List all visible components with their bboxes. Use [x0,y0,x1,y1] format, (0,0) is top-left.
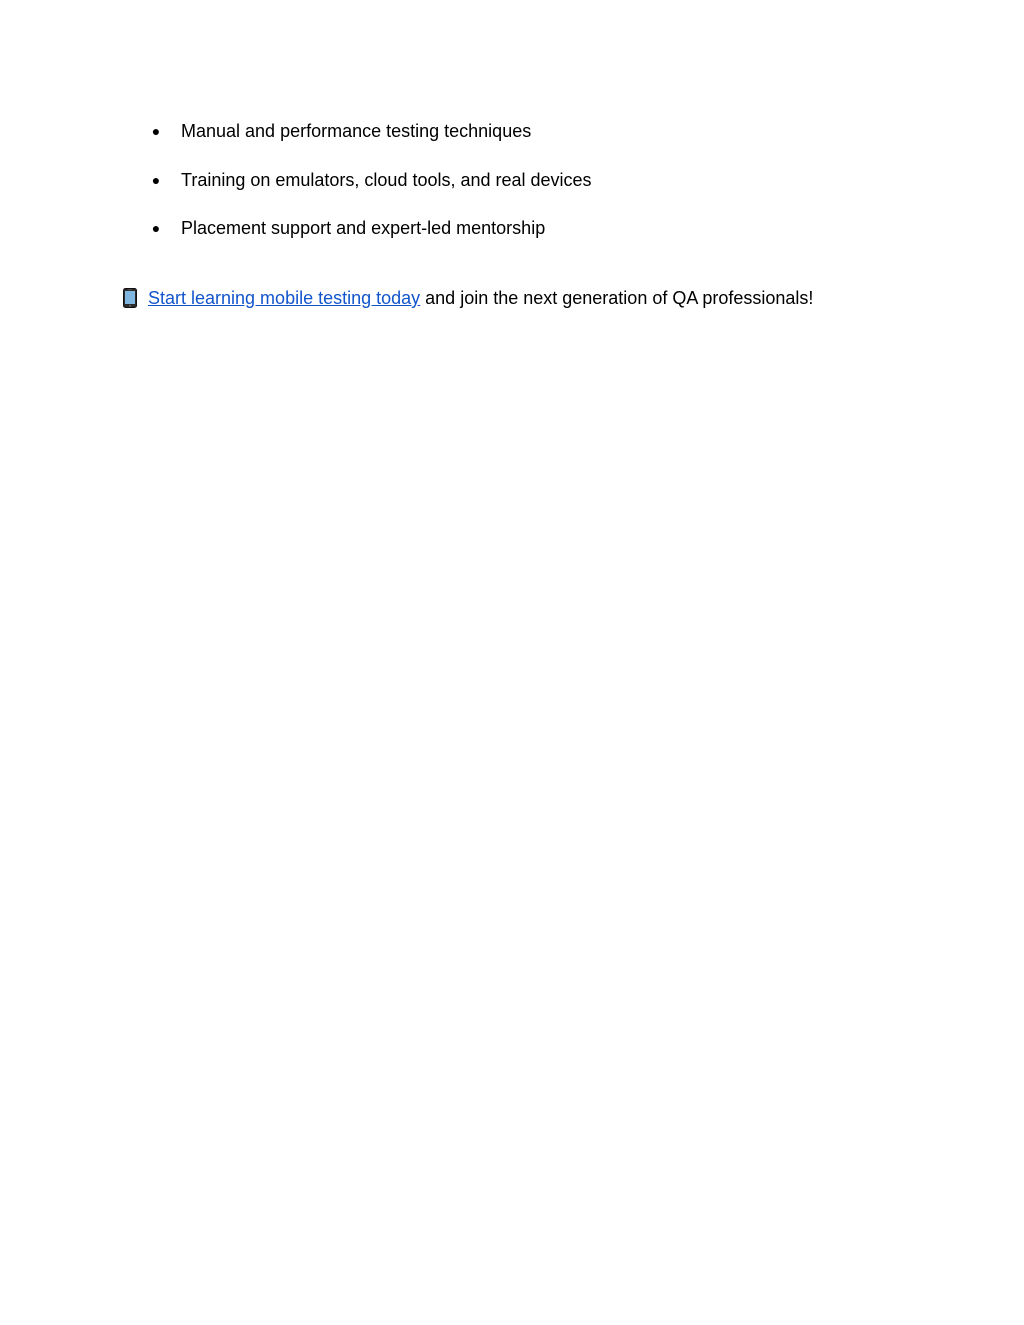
start-learning-link[interactable]: Start learning mobile testing today [148,288,421,308]
list-item-text: Placement support and expert-led mentorship [181,218,546,238]
bullet-marker: ● [151,171,161,188]
bullet-marker: ● [151,123,161,139]
mobile-phone-icon [123,288,137,308]
call-to-action-text: and join the next generation of QA professionals! [425,288,814,308]
bullet-marker: ● [151,220,161,236]
list-item-text: Training on emulators, cloud tools, and real devices [181,169,592,190]
list-item-text: Manual and performance testing techniques [181,121,532,141]
call-to-action-paragraph [121,284,813,312]
